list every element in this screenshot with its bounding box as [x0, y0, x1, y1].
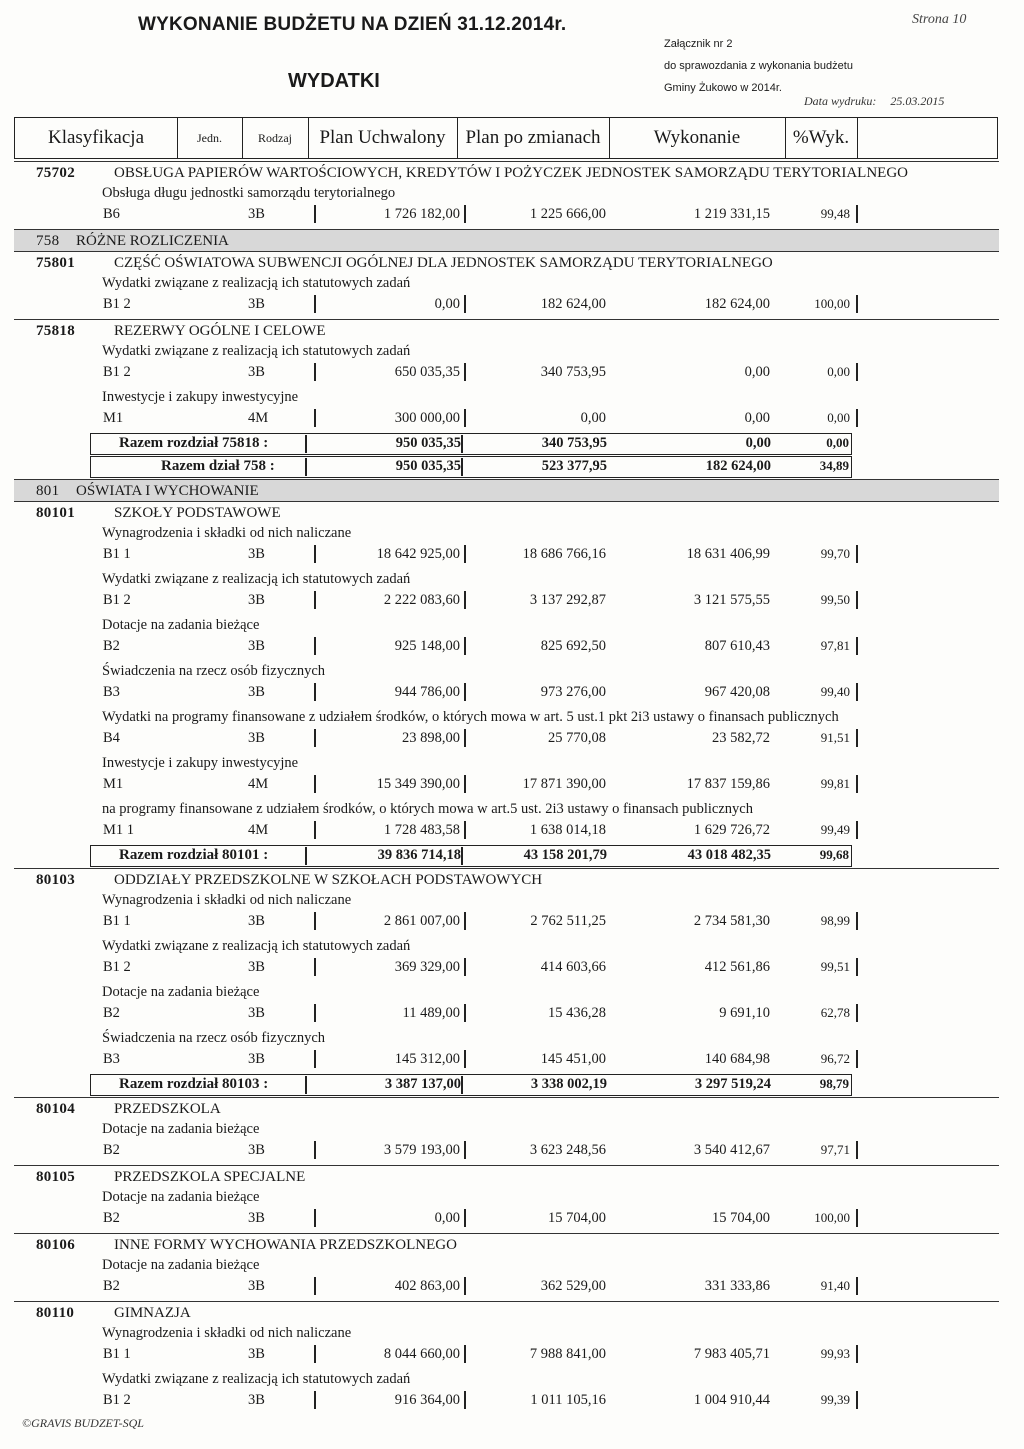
item-type: 3B	[248, 913, 265, 929]
column-divider	[461, 458, 463, 476]
wykonanie-value: 15 704,00	[712, 1210, 770, 1226]
division-row	[14, 479, 999, 501]
section-name: PRZEDSZKOLA SPECJALNE	[114, 1169, 306, 1185]
wykonanie-value: 331 333,86	[704, 1278, 770, 1294]
item-description: Wydatki związane z realizacją ich statutowych zadań	[102, 938, 411, 954]
wykonanie-value: 18 631 406,99	[686, 546, 770, 562]
wykonanie-value: 7 983 405,71	[693, 1346, 770, 1362]
table-row	[0, 341, 1000, 387]
percent-value: 97,71	[820, 1142, 850, 1157]
section-code: 80103	[36, 872, 75, 888]
plan-po-zmianach-value: 825 692,50	[540, 638, 606, 654]
item-type: 3B	[248, 1005, 265, 1021]
column-divider	[314, 729, 316, 747]
print-date-value: 25.03.2015	[890, 94, 945, 108]
footer-credit: ©GRAVIS BUDZET-SQL	[22, 1416, 144, 1430]
column-divider	[305, 458, 307, 476]
section-name: GIMNAZJA	[114, 1305, 191, 1321]
attachment-line-2: do sprawozdania z wykonania budżetu	[664, 60, 853, 72]
plan-po-zmianach-value: 17 871 390,00	[522, 776, 606, 792]
section-row	[14, 501, 999, 523]
item-description: na programy finansowane z udziałem środków, o których mowa w art.5 ust. 2i3 ustawy o finansach publicznych	[102, 801, 753, 817]
item-description: Dotacje na zadania bieżące	[102, 1257, 260, 1273]
section-row	[14, 251, 999, 273]
wykonanie-value: 140 684,98	[704, 1051, 770, 1067]
percent-value: 0,00	[827, 364, 850, 379]
table-row	[0, 569, 1000, 615]
wykonanie-value: 9 691,10	[719, 1005, 770, 1021]
column-divider	[314, 958, 316, 976]
percent-value: 99,39	[820, 1392, 850, 1407]
item-description: Wynagrodzenia i składki od nich naliczane	[102, 1325, 352, 1341]
percent-value: 96,72	[820, 1051, 850, 1066]
page-number: Strona 10	[912, 12, 967, 27]
subtotal-wykonanie: 182 624,00	[705, 458, 771, 474]
item-description: Dotacje na zadania bieżące	[102, 1189, 260, 1205]
wykonanie-value: 1 629 726,72	[693, 822, 770, 838]
section-code: 80104	[36, 1101, 75, 1117]
section-name: INNE FORMY WYCHOWANIA PRZEDSZKOLNEGO	[114, 1237, 457, 1253]
item-description: Świadczenia na rzecz osób fizycznych	[102, 1030, 326, 1046]
column-divider	[856, 1345, 858, 1363]
subtotal-wykonanie: 0,00	[745, 435, 771, 451]
column-divider	[314, 363, 316, 381]
section-name: SZKOŁY PODSTAWOWE	[114, 505, 281, 521]
subtotal-plan-zm: 340 753,95	[541, 435, 607, 451]
plan-uchwalony-value: 11 489,00	[402, 1005, 460, 1021]
column-divider	[314, 1345, 316, 1363]
column-divider	[314, 295, 316, 313]
item-classification: B2	[103, 638, 120, 654]
column-divider	[856, 637, 858, 655]
table-row	[0, 273, 1000, 319]
subtotal-percent: 0,00	[826, 435, 849, 450]
percent-value: 99,48	[820, 206, 850, 221]
plan-uchwalony-value: 1 726 182,00	[383, 206, 460, 222]
section-code: 75702	[36, 165, 75, 181]
percent-value: 98,99	[820, 913, 850, 928]
item-type: 3B	[248, 206, 265, 222]
subtotal-wykonanie: 43 018 482,35	[687, 847, 771, 863]
item-classification: B1 2	[103, 592, 131, 608]
table-row	[0, 615, 1000, 661]
percent-value: 0,00	[827, 410, 850, 425]
wykonanie-value: 0,00	[744, 364, 770, 380]
section-name: OBSŁUGA PAPIERÓW WARTOŚCIOWYCH, KREDYTÓW I POŻYCZEK JEDNOSTEK SAMORZĄDU TERYTORIALNEGO	[114, 165, 908, 181]
table-row	[0, 1255, 1000, 1301]
plan-uchwalony-value: 3 579 193,00	[383, 1142, 460, 1158]
column-divider	[856, 775, 858, 793]
plan-po-zmianach-value: 3 137 292,87	[529, 592, 606, 608]
column-divider	[856, 363, 858, 381]
item-type: 3B	[248, 1051, 265, 1067]
item-description: Świadczenia na rzecz osób fizycznych	[102, 663, 326, 679]
section-name: RÓŻNE ROZLICZENIA	[76, 233, 229, 249]
item-type: 3B	[248, 364, 265, 380]
column-divider	[856, 1141, 858, 1159]
percent-value: 99,40	[820, 684, 850, 699]
subtotal-plan-zm: 523 377,95	[541, 458, 607, 474]
table-row	[0, 753, 1000, 799]
plan-uchwalony-value: 23 898,00	[402, 730, 460, 746]
column-divider	[856, 295, 858, 313]
table-row	[0, 982, 1000, 1028]
table-row	[0, 661, 1000, 707]
column-divider	[314, 821, 316, 839]
wykonanie-value: 967 420,08	[704, 684, 770, 700]
plan-po-zmianach-value: 15 704,00	[548, 1210, 606, 1226]
column-divider	[314, 205, 316, 223]
section-row	[14, 161, 999, 183]
table-row	[0, 1369, 1000, 1415]
subtotal-plan-zm: 43 158 201,79	[523, 847, 607, 863]
table-row	[0, 523, 1000, 569]
item-classification: M1	[103, 410, 124, 426]
item-type: 4M	[248, 822, 269, 838]
plan-po-zmianach-value: 414 603,66	[540, 959, 606, 975]
column-divider	[314, 1277, 316, 1295]
subtotal-plan: 39 836 714,18	[377, 847, 461, 863]
section-name: ODDZIAŁY PRZEDSZKOLNE W SZKOŁACH PODSTAWOWYCH	[114, 872, 543, 888]
percent-value: 99,93	[820, 1346, 850, 1361]
percent-value: 62,78	[820, 1005, 850, 1020]
item-classification: B3	[103, 1051, 120, 1067]
column-divider	[856, 1277, 858, 1295]
item-description: Wydatki związane z realizacją ich statutowych zadań	[102, 275, 411, 291]
plan-uchwalony-value: 15 349 390,00	[376, 776, 460, 792]
subtotal-plan: 3 387 137,00	[384, 1076, 461, 1092]
attachment-line-3: Gminy Żukowo w 2014r.	[664, 82, 782, 94]
subtotal-row	[90, 845, 852, 867]
col-klasyfikacja: Klasyfikacja	[15, 118, 178, 158]
item-description: Wynagrodzenia i składki od nich naliczane	[102, 525, 352, 541]
item-description: Dotacje na zadania bieżące	[102, 984, 260, 1000]
col-plan-uchwalony: Plan Uchwalony	[308, 118, 458, 158]
column-divider	[856, 545, 858, 563]
column-divider	[314, 912, 316, 930]
column-divider	[314, 775, 316, 793]
table-row	[0, 1028, 1000, 1074]
item-type: 3B	[248, 296, 265, 312]
subtotal-row	[90, 456, 852, 478]
item-classification: B1 1	[103, 1346, 131, 1362]
item-type: 3B	[248, 1346, 265, 1362]
plan-uchwalony-value: 650 035,35	[394, 364, 460, 380]
item-type: 4M	[248, 410, 269, 426]
item-classification: B2	[103, 1005, 120, 1021]
column-divider	[856, 409, 858, 427]
subtotal-plan: 950 035,35	[395, 435, 461, 451]
table-row	[0, 936, 1000, 982]
column-divider	[856, 1050, 858, 1068]
column-divider	[314, 591, 316, 609]
item-description: Obsługa długu jednostki samorządu terytorialnego	[102, 185, 396, 201]
table-row	[0, 1119, 1000, 1165]
wykonanie-value: 3 121 575,55	[693, 592, 770, 608]
plan-po-zmianach-value: 2 762 511,25	[530, 913, 606, 929]
column-divider	[305, 435, 307, 453]
column-divider	[856, 1004, 858, 1022]
plan-uchwalony-value: 944 786,00	[394, 684, 460, 700]
column-divider	[856, 683, 858, 701]
plan-po-zmianach-value: 182 624,00	[540, 296, 606, 312]
column-divider	[856, 821, 858, 839]
subtotal-plan-zm: 3 338 002,19	[530, 1076, 607, 1092]
plan-po-zmianach-value: 1 011 105,16	[530, 1392, 606, 1408]
section-row	[14, 1097, 999, 1119]
plan-uchwalony-value: 925 148,00	[394, 638, 460, 654]
subtotal-label: Razem dział 758 :	[161, 458, 275, 474]
column-divider	[305, 1076, 307, 1094]
table-row	[0, 799, 1000, 845]
item-description: Wynagrodzenia i składki od nich naliczane	[102, 892, 352, 908]
percent-value: 99,49	[820, 822, 850, 837]
wykonanie-value: 17 837 159,86	[686, 776, 770, 792]
percent-value: 99,81	[820, 776, 850, 791]
wykonanie-value: 1 004 910,44	[693, 1392, 770, 1408]
column-divider	[314, 1004, 316, 1022]
subtotal-row	[90, 1074, 852, 1096]
plan-po-zmianach-value: 3 623 248,56	[529, 1142, 606, 1158]
item-description: Wydatki związane z realizacją ich statutowych zadań	[102, 571, 411, 587]
col-wykonanie: Wykonanie	[609, 118, 786, 158]
section-row	[14, 319, 999, 341]
column-divider	[314, 1141, 316, 1159]
plan-po-zmianach-value: 340 753,95	[540, 364, 606, 380]
table-row	[0, 707, 1000, 753]
percent-value: 99,51	[820, 959, 850, 974]
subtotal-row	[90, 433, 852, 455]
item-description: Dotacje na zadania bieżące	[102, 1121, 260, 1137]
plan-uchwalony-value: 0,00	[434, 296, 460, 312]
section-code: 80110	[36, 1305, 75, 1321]
subtotal-percent: 34,89	[819, 458, 849, 473]
item-description: Dotacje na zadania bieżące	[102, 617, 260, 633]
item-type: 3B	[248, 546, 265, 562]
table-row	[0, 1323, 1000, 1369]
item-classification: B2	[103, 1278, 120, 1294]
item-classification: B1 1	[103, 546, 131, 562]
plan-uchwalony-value: 145 312,00	[394, 1051, 460, 1067]
wykonanie-value: 2 734 581,30	[693, 913, 770, 929]
section-code: 758	[36, 233, 60, 249]
plan-uchwalony-value: 1 728 483,58	[383, 822, 460, 838]
item-type: 3B	[248, 1210, 265, 1226]
plan-po-zmianach-value: 973 276,00	[540, 684, 606, 700]
column-divider	[314, 1050, 316, 1068]
item-type: 3B	[248, 1278, 265, 1294]
column-divider	[461, 1076, 463, 1094]
table-row	[0, 1187, 1000, 1233]
col-procent: %Wyk.	[785, 118, 858, 158]
subtotal-percent: 99,68	[819, 847, 849, 862]
plan-uchwalony-value: 916 364,00	[394, 1392, 460, 1408]
percent-value: 91,40	[820, 1278, 850, 1293]
wykonanie-value: 807 610,43	[704, 638, 770, 654]
division-row	[14, 229, 999, 251]
report-title: WYKONANIE BUDŻETU NA DZIEŃ 31.12.2014r.	[138, 14, 567, 35]
plan-po-zmianach-value: 145 451,00	[540, 1051, 606, 1067]
item-classification: B3	[103, 684, 120, 700]
column-divider	[314, 545, 316, 563]
item-description: Inwestycje i zakupy inwestycyjne	[102, 389, 299, 405]
section-code: 80105	[36, 1169, 75, 1185]
table-row	[0, 890, 1000, 936]
item-type: 3B	[248, 592, 265, 608]
subtotal-wykonanie: 3 297 519,24	[694, 1076, 771, 1092]
col-jedn: Jedn.	[177, 118, 243, 158]
section-row	[14, 1301, 999, 1323]
section-row	[14, 1233, 999, 1255]
section-row	[14, 868, 999, 890]
subtotal-label: Razem rozdział 80103 :	[119, 1076, 269, 1092]
column-divider	[461, 435, 463, 453]
column-divider	[856, 912, 858, 930]
item-type: 3B	[248, 1142, 265, 1158]
percent-value: 97,81	[820, 638, 850, 653]
plan-po-zmianach-value: 18 686 766,16	[522, 546, 606, 562]
item-classification: B4	[103, 730, 120, 746]
plan-uchwalony-value: 8 044 660,00	[383, 1346, 460, 1362]
section-code: 80106	[36, 1237, 75, 1253]
plan-uchwalony-value: 2 222 083,60	[383, 592, 460, 608]
column-divider	[856, 591, 858, 609]
report-subtitle: WYDATKI	[288, 70, 380, 92]
column-divider	[305, 847, 307, 865]
plan-po-zmianach-value: 25 770,08	[548, 730, 606, 746]
column-divider	[856, 1391, 858, 1409]
section-name: REZERWY OGÓLNE I CELOWE	[114, 323, 326, 339]
column-divider	[314, 409, 316, 427]
plan-uchwalony-value: 300 000,00	[394, 410, 460, 426]
item-classification: B1 1	[103, 913, 131, 929]
item-classification: B2	[103, 1142, 120, 1158]
item-description: Wydatki związane z realizacją ich statutowych zadań	[102, 1371, 411, 1387]
item-type: 3B	[248, 1392, 265, 1408]
column-divider	[461, 847, 463, 865]
item-type: 4M	[248, 776, 269, 792]
attachment-line-1: Załącznik nr 2	[664, 38, 733, 50]
wykonanie-value: 1 219 331,15	[693, 206, 770, 222]
plan-po-zmianach-value: 7 988 841,00	[529, 1346, 606, 1362]
section-row	[14, 1165, 999, 1187]
column-divider	[856, 958, 858, 976]
table-row	[0, 387, 1000, 433]
plan-po-zmianach-value: 362 529,00	[540, 1278, 606, 1294]
column-divider	[314, 1209, 316, 1227]
plan-po-zmianach-value: 0,00	[580, 410, 606, 426]
item-type: 3B	[248, 684, 265, 700]
column-divider	[314, 1391, 316, 1409]
item-classification: B2	[103, 1210, 120, 1226]
section-name: OŚWIATA I WYCHOWANIE	[76, 483, 259, 499]
subtotal-label: Razem rozdział 80101 :	[119, 847, 269, 863]
plan-po-zmianach-value: 15 436,28	[548, 1005, 606, 1021]
wykonanie-value: 182 624,00	[704, 296, 770, 312]
col-rodzaj: Rodzaj	[242, 118, 309, 158]
item-classification: B1 2	[103, 1392, 131, 1408]
percent-value: 100,00	[814, 296, 850, 311]
item-description: Inwestycje i zakupy inwestycyjne	[102, 755, 299, 771]
column-divider	[314, 637, 316, 655]
section-code: 75818	[36, 323, 75, 339]
column-divider	[856, 205, 858, 223]
percent-value: 99,50	[820, 592, 850, 607]
plan-uchwalony-value: 402 863,00	[394, 1278, 460, 1294]
subtotal-percent: 98,79	[819, 1076, 849, 1091]
wykonanie-value: 3 540 412,67	[693, 1142, 770, 1158]
item-classification: B1 2	[103, 296, 131, 312]
section-name: PRZEDSZKOLA	[114, 1101, 221, 1117]
col-plan-po-zmianach: Plan po zmianach	[457, 118, 610, 158]
item-classification: M1 1	[103, 822, 135, 838]
wykonanie-value: 412 561,86	[704, 959, 770, 975]
column-divider	[856, 729, 858, 747]
wykonanie-value: 0,00	[744, 410, 770, 426]
percent-value: 91,51	[820, 730, 850, 745]
plan-uchwalony-value: 0,00	[434, 1210, 460, 1226]
column-divider	[314, 683, 316, 701]
percent-value: 100,00	[814, 1210, 850, 1225]
item-description: Wydatki na programy finansowane z udziałem środków, o których mowa w art. 5 ust.1 pkt 2i3 ustawy o finansach publicznych	[102, 709, 839, 725]
item-classification: B1 2	[103, 364, 131, 380]
item-classification: B1 2	[103, 959, 131, 975]
plan-uchwalony-value: 2 861 007,00	[383, 913, 460, 929]
plan-po-zmianach-value: 1 638 014,18	[529, 822, 606, 838]
section-name: CZĘŚĆ OŚWIATOWA SUBWENCJI OGÓLNEJ DLA JEDNOSTEK SAMORZĄDU TERYTORIALNEGO	[114, 255, 773, 271]
print-date-label: Data wydruku:	[804, 94, 877, 108]
subtotal-plan: 950 035,35	[395, 458, 461, 474]
subtotal-label: Razem rozdział 75818 :	[119, 435, 269, 451]
wykonanie-value: 23 582,72	[712, 730, 770, 746]
item-type: 3B	[248, 959, 265, 975]
plan-uchwalony-value: 369 329,00	[394, 959, 460, 975]
percent-value: 99,70	[820, 546, 850, 561]
column-divider	[856, 1209, 858, 1227]
table-row	[0, 183, 1000, 229]
plan-uchwalony-value: 18 642 925,00	[376, 546, 460, 562]
item-type: 3B	[248, 638, 265, 654]
section-code: 75801	[36, 255, 75, 271]
item-classification: B6	[103, 206, 120, 222]
item-description: Wydatki związane z realizacją ich statutowych zadań	[102, 343, 411, 359]
section-code: 80101	[36, 505, 75, 521]
plan-po-zmianach-value: 1 225 666,00	[529, 206, 606, 222]
item-type: 3B	[248, 730, 265, 746]
section-code: 801	[36, 483, 60, 499]
item-classification: M1	[103, 776, 124, 792]
